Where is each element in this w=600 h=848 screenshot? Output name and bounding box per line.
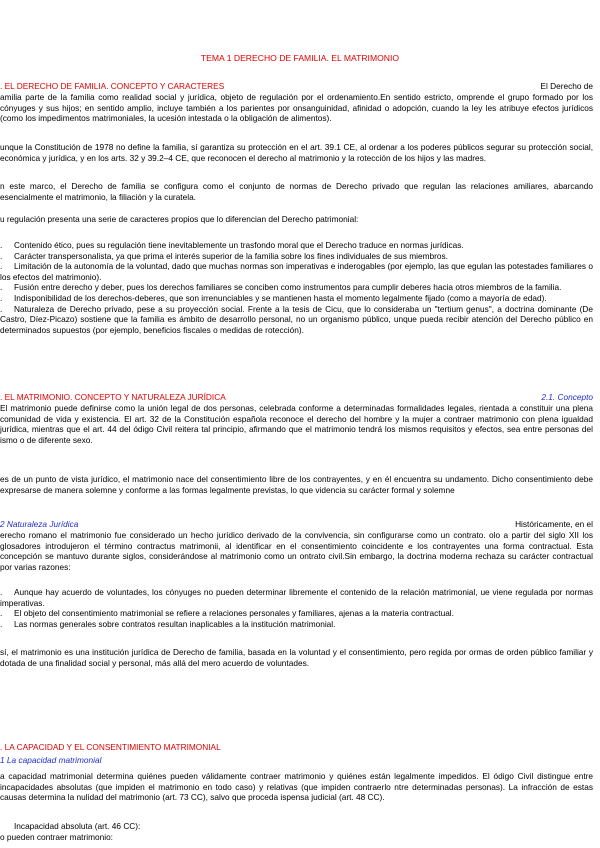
section-2-heading: . EL MATRIMONIO. CONCEPTO Y NATURALEZA JURÍDICA bbox=[0, 392, 226, 402]
document-title: TEMA 1 DERECHO DE FAMILIA. EL MATRIMONIO bbox=[200, 53, 400, 63]
section-2-2-heading-row bbox=[0, 519, 593, 530]
section-1-paragraph-4: u regulación presenta una serie de caracteres propios que lo diferencian del Derecho patrimonial: bbox=[0, 214, 359, 224]
section-3-1-subheading: 1 La capacidad matrimonial bbox=[0, 755, 102, 765]
section-2-2-heading-tail: Históricamente, en el bbox=[515, 519, 593, 529]
section-1-heading-row bbox=[0, 81, 593, 92]
section-2-1-subheading: 2.1. Concepto bbox=[541, 392, 593, 402]
section-1-paragraph-1: amilia parte de la familia como realidad social y jurídica, objeto de regulación por el ordenamiento.En sentido estricto, omprende el grupo formado por los cónyuges y sus hijos; en sentido amplio, incluye también a los parientes por onsanguinidad, afinidad o adopción, cuando la ley les atribuye efectos jurídicos (como los impedimentos matrimoniales, la ucesión intestada o la obligación de alimentos). bbox=[0, 92, 593, 124]
section-3-paragraph-1: a capacidad matrimonial determina quiénes pueden válidamente contraer matrimonio y quiénes están legalmente impedidos. El ódigo Civil distingue entre incapacidades absolutas (que impiden el matrimonio en todo caso) y relativas (que impiden contraerlo ntre determinadas personas). La infracción de estas causas determina la nulidad del matrimonio (art. 73 CC), salvo que proceda ispensa judicial (art. 48 CC). bbox=[0, 771, 593, 803]
section-2-paragraph-3: erecho romano el matrimonio fue considerado un hecho jurídico derivado de la convivencia, sin configurarse como un contrato. olo a partir del siglo XII los glosadores introdujeron el término contractus matrimonii, al identificar en el consentimiento coincidente e los contrayentes una forma contractual. Esta concepción se mantuvo durante siglos, considerándose al matrimonio como un ontrato civil.Sin embargo, la doctrina moderna rechaza su carácter contractual por varias razones: bbox=[0, 530, 593, 572]
section-1-heading-tail: El Derecho de bbox=[540, 81, 593, 91]
list-item: . Naturaleza de Derecho privado, pese a su proyección social. Frente a la tesis de Cicu, que lo consideraba un "tertium genus", a doctrina dominante (De Castro, Díez-Picazo) sostiene que la familia es ámbito de desarrollo personal, no un organismo público, unque pueda recibir atención del Derecho público en determinados supuestos (por ejemplo, beneficios fiscales o medidas de rotección). bbox=[0, 303, 593, 335]
section-2-paragraph-1: El matrimonio puede definirse como la unión legal de dos personas, celebrada conforme a determinadas formalidades legales, rientada a constituir una plena comunidad de vida y existencia. El art. 32 de la Constitución española reconoce el derecho del hombre y la mujer a contraer matrimonio con plena igualdad jurídica, mientras que el art. 44 del ódigo Civil reitera tal principio, afirmando que el matrimonio tendrá los mismos requisitos y efectos, sea entre personas del ismo o de diferente sexo. bbox=[0, 403, 593, 445]
list-item: . El objeto del consentimiento matrimonial se refiere a relaciones personales y familiares, ajenas a la materia contractual. bbox=[0, 608, 454, 619]
section-3-list-item: Incapacidad absoluta (art. 46 CC): bbox=[14, 821, 141, 831]
section-1-paragraph-2: unque la Constitución de 1978 no define la familia, sí garantiza su protección en el art. 39.1 CE, al ordenar a los poderes públicos segurar su protección social, económica y jurídica, y en los arts. 32 y 39.2–4 CE, que reconocen el derecho al matrimonio y la rotección de los hijos y las madres. bbox=[0, 142, 593, 163]
section-1-characteristics-list bbox=[0, 240, 593, 335]
section-2-paragraph-2: es de un punto de vista jurídico, el matrimonio nace del consentimiento libre de los contrayentes, y en él encuentra su undamento. Dicho consentimiento debe expresarse de manera solemne y conforme a las formas legalmente previstas, lo que videncia su carácter formal y solemne bbox=[0, 474, 593, 495]
list-item: . Limitación de la autonomía de la voluntad, dado que muchas normas son imperativas e inderogables (por ejemplo, las que egulan las potestades familiares o los efectos del matrimonio). bbox=[0, 261, 593, 282]
list-item: . Indisponibilidad de los derechos-deberes, que son irrenunciables y se mantienen hasta el momento legalmente fijado (como a mayoría de edad). bbox=[0, 292, 547, 303]
section-2-2-subheading: 2 Naturaleza Jurídica bbox=[0, 519, 79, 529]
section-1-paragraph-3: n este marco, el Derecho de familia se configura como el conjunto de normas de Derecho privado que regulan las relaciones amiliares, abarcando esencialmente el matrimonio, la filiación y la curatela. bbox=[0, 181, 593, 202]
section-2-reasons-list bbox=[0, 587, 593, 629]
section-3-heading: . LA CAPACIDAD Y EL CONSENTIMIENTO MATRIMONIAL bbox=[0, 742, 221, 752]
list-item: . Carácter transpersonalista, ya que prima el interés superior de la familia sobre los fines individuales de sus miembros. bbox=[0, 250, 448, 261]
list-item: . Fusión entre derecho y deber, pues los derechos familiares se conciben como instrumentos para cumplir deberes hacia otros miembros de la familia. bbox=[0, 282, 562, 293]
list-item: . Contenido ético, pues su regulación tiene inevitablemente un trasfondo moral que el Derecho traduce en normas jurídicas. bbox=[0, 240, 464, 250]
section-2-heading-row bbox=[0, 392, 593, 403]
list-item: . Aunque hay acuerdo de voluntades, los cónyuges no pueden determinar libremente el contenido de la relación matrimonial, ue viene regulada por normas imperativas. bbox=[0, 587, 593, 608]
section-2-paragraph-4: sí, el matrimonio es una institución jurídica de Derecho de familia, basada en la voluntad y el consentimiento, pero regida por ormas de orden público familiar y dotada de una finalidad social y personal, más allá del mero acuerdo de voluntades. bbox=[0, 647, 593, 668]
section-3-paragraph-2: o pueden contraer matrimonio: bbox=[0, 832, 113, 842]
list-item: . Las normas generales sobre contratos resultan inaplicables a la institución matrimonial. bbox=[0, 618, 336, 629]
section-1-heading: . EL DERECHO DE FAMILIA. CONCEPTO Y CARACTERES bbox=[0, 81, 225, 91]
